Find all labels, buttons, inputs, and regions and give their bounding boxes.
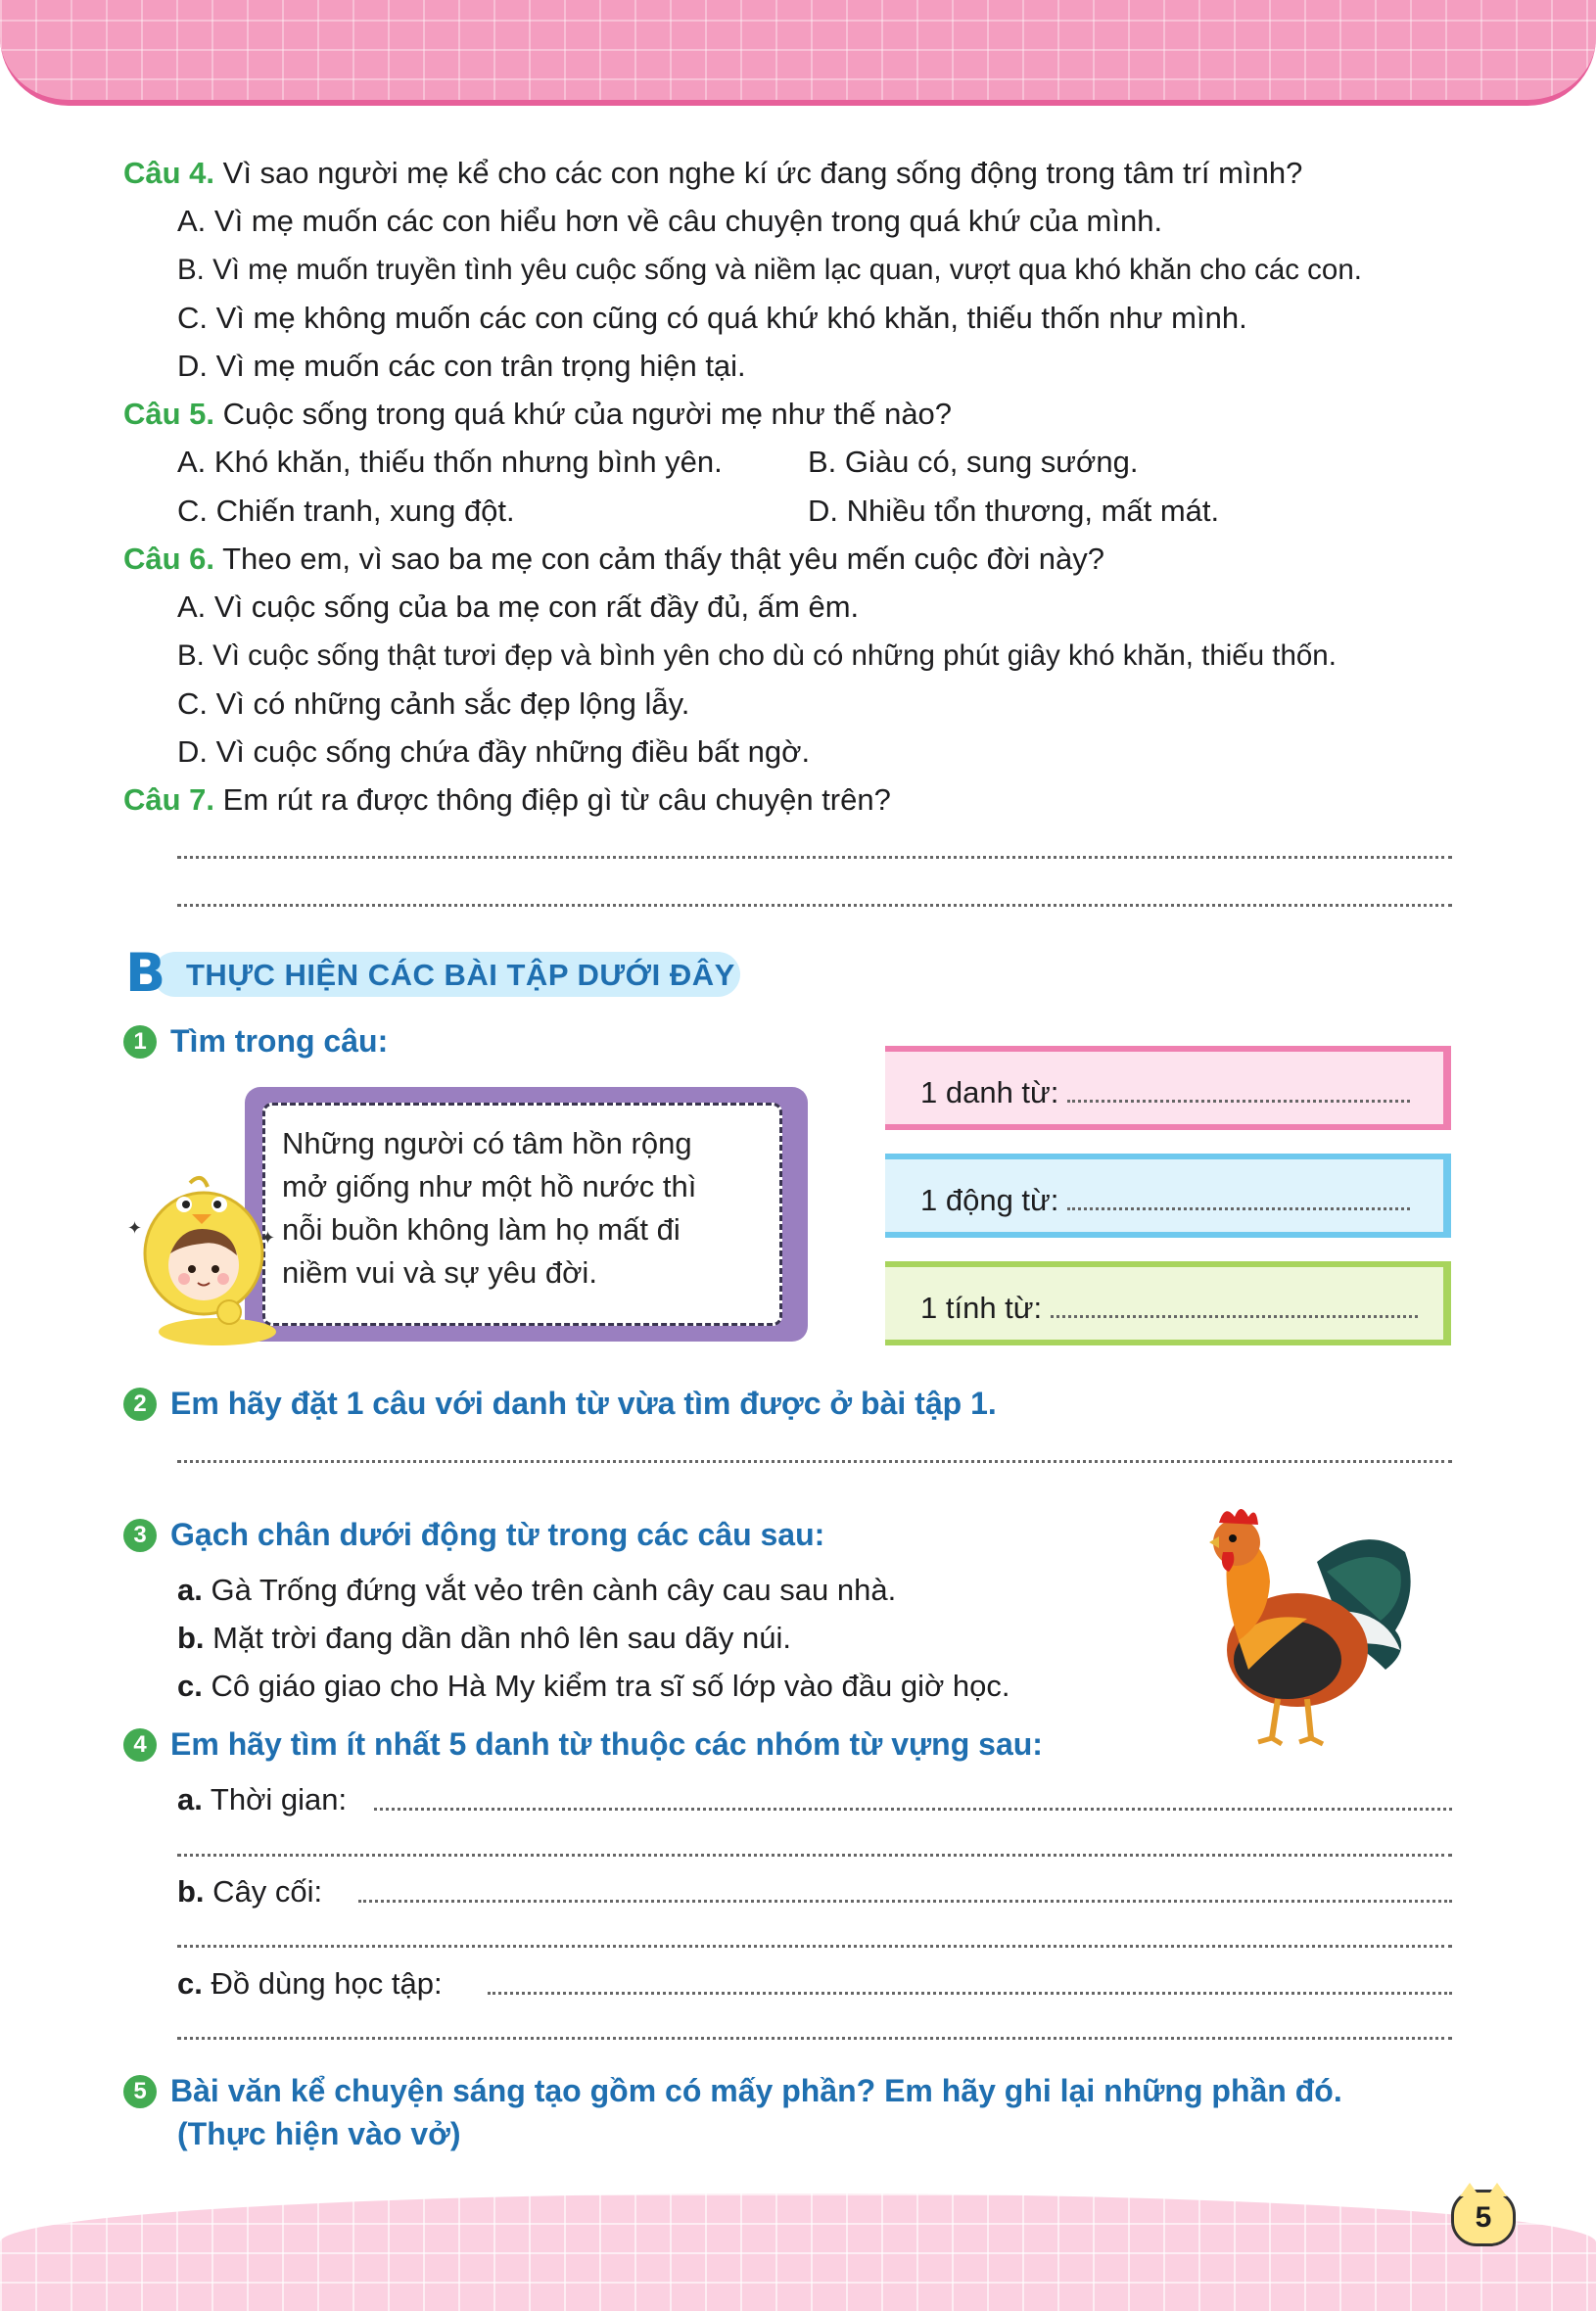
item-text: Cô giáo giao cho Hà My kiểm tra sĩ số lớp vào đầu giờ học. bbox=[202, 1669, 1010, 1703]
question-5-label: Câu 5. bbox=[123, 397, 215, 431]
exercise-2-title: Em hãy đặt 1 câu với danh từ vừa tìm được ở bài tập 1. bbox=[170, 1386, 997, 1421]
exercise-4-title: Em hãy tìm ít nhất 5 danh từ thuộc các nhóm từ vựng sau: bbox=[170, 1726, 1043, 1762]
noun-card-body bbox=[885, 1046, 1451, 1130]
noun-card-label: 1 danh từ: bbox=[920, 1075, 1068, 1109]
item-text: Đồ dùng học tập: bbox=[202, 1966, 443, 2001]
exercise-5-heading bbox=[123, 2070, 1342, 2111]
adjective-card-body bbox=[885, 1261, 1451, 1345]
answer-line[interactable] bbox=[488, 1992, 1452, 1995]
answer-line[interactable] bbox=[177, 2037, 1452, 2040]
item-label: a. bbox=[177, 1782, 203, 1816]
question-5-option-c: C. Chiến tranh, xung đột. bbox=[177, 494, 515, 528]
question-6-option-a: A. Vì cuộc sống của ba mẹ con rất đầy đủ, ấm êm. bbox=[177, 590, 860, 624]
page-number: 5 bbox=[1451, 2190, 1516, 2246]
question-6-option-d: D. Vì cuộc sống chứa đầy những điều bất ngờ. bbox=[177, 734, 811, 769]
chick-costume-kid-illustration bbox=[123, 1175, 280, 1346]
exercise-4-number: 4 bbox=[123, 1728, 157, 1762]
section-b-title: THỰC HIỆN CÁC BÀI TẬP DƯỚI ĐÂY bbox=[186, 958, 735, 992]
question-6 bbox=[123, 540, 1104, 579]
question-6-option-c: C. Vì có những cảnh sắc đẹp lộng lẫy. bbox=[177, 686, 690, 721]
answer-line[interactable] bbox=[358, 1900, 1452, 1903]
exercise-3-number: 3 bbox=[123, 1519, 157, 1552]
exercise-3-item-c bbox=[177, 1667, 1010, 1706]
exercise-4-heading bbox=[123, 1723, 1043, 1765]
question-5-option-d: D. Nhiều tổn thương, mất mát. bbox=[808, 494, 1220, 528]
exercise-1-title: Tìm trong câu: bbox=[170, 1023, 389, 1059]
item-text: Gà Trống đứng vắt vẻo trên cành cây cau sau nhà. bbox=[202, 1573, 897, 1607]
exercise-4-item-b bbox=[177, 1872, 322, 1911]
question-4-label: Câu 4. bbox=[123, 156, 215, 190]
sentence-text: Những người có tâm hồn rộng mở giống như một hồ nước thì nỗi buồn không làm họ mất đi niềm vui và sự yêu đời. bbox=[282, 1126, 697, 1290]
question-7-label: Câu 7. bbox=[123, 782, 215, 817]
question-5-option-a: A. Khó khăn, thiếu thốn nhưng bình yên. bbox=[177, 445, 723, 479]
verb-card-label: 1 động từ: bbox=[920, 1183, 1068, 1217]
adjective-card-text bbox=[920, 1289, 1418, 1328]
exercise-2-heading bbox=[123, 1383, 997, 1424]
item-label: a. bbox=[177, 1573, 203, 1607]
answer-line[interactable] bbox=[177, 904, 1452, 907]
answer-line[interactable] bbox=[177, 856, 1452, 859]
exercise-5-title: Bài văn kể chuyện sáng tạo gồm có mấy phần? Em hãy ghi lại những phần đó. bbox=[170, 2073, 1342, 2108]
header-band bbox=[0, 0, 1596, 106]
answer-line[interactable] bbox=[177, 1854, 1452, 1857]
exercise-1-number: 1 bbox=[123, 1025, 157, 1059]
exercise-3-item-b bbox=[177, 1619, 791, 1658]
verb-fill-line[interactable] bbox=[1067, 1184, 1410, 1210]
question-5-text: Cuộc sống trong quá khứ của người mẹ như thế nào? bbox=[222, 397, 953, 431]
question-6-label: Câu 6. bbox=[123, 542, 215, 576]
answer-line[interactable] bbox=[374, 1808, 1452, 1811]
exercise-3-item-a bbox=[177, 1571, 896, 1610]
rooster-illustration bbox=[1180, 1503, 1420, 1753]
verb-answer-card[interactable] bbox=[881, 1146, 1449, 1232]
question-4-option-b: B. Vì mẹ muốn truyền tình yêu cuộc sống và niềm lạc quan, vượt qua khó khăn cho các con. bbox=[177, 254, 1362, 286]
exercise-4-item-c bbox=[177, 1964, 443, 2004]
question-4 bbox=[123, 154, 1302, 193]
sentence-box bbox=[245, 1087, 808, 1342]
exercise-5-number: 5 bbox=[123, 2075, 157, 2108]
verb-card-body bbox=[885, 1154, 1451, 1238]
adjective-card-label: 1 tính từ: bbox=[920, 1291, 1051, 1325]
question-6-option-b: B. Vì cuộc sống thật tươi đẹp và bình yên cho dù có những phút giây khó khăn, thiếu thốn. bbox=[177, 639, 1337, 672]
footer-band bbox=[0, 2193, 1596, 2311]
noun-answer-card[interactable] bbox=[881, 1038, 1449, 1124]
item-label: c. bbox=[177, 1669, 203, 1703]
exercise-4-item-a bbox=[177, 1780, 347, 1819]
item-label: b. bbox=[177, 1874, 205, 1909]
question-5-option-b: B. Giàu có, sung sướng. bbox=[808, 445, 1139, 479]
exercise-2-number: 2 bbox=[123, 1388, 157, 1421]
adjective-fill-line[interactable] bbox=[1051, 1292, 1418, 1318]
item-label: c. bbox=[177, 1966, 203, 2001]
verb-card-text bbox=[920, 1181, 1410, 1220]
noun-fill-line[interactable] bbox=[1067, 1076, 1410, 1103]
svg-text:✦: ✦ bbox=[260, 1228, 276, 1248]
section-b-letter: B bbox=[125, 942, 166, 1004]
question-7-text: Em rút ra được thông điệp gì từ câu chuyện trên? bbox=[222, 782, 891, 817]
question-6-text: Theo em, vì sao ba mẹ con cảm thấy thật yêu mến cuộc đời này? bbox=[222, 542, 1104, 576]
question-7 bbox=[123, 780, 891, 820]
adjective-answer-card[interactable] bbox=[881, 1253, 1449, 1340]
item-text: Thời gian: bbox=[202, 1782, 348, 1816]
question-4-option-c: C. Vì mẹ không muốn các con cũng có quá khứ khó khăn, thiếu thốn như mình. bbox=[177, 301, 1247, 335]
question-4-text: Vì sao người mẹ kể cho các con nghe kí ức đang sống động trong tâm trí mình? bbox=[222, 156, 1303, 190]
exercise-5-note: (Thực hiện vào vở) bbox=[177, 2116, 461, 2151]
answer-line[interactable] bbox=[177, 1945, 1452, 1948]
noun-card-text bbox=[920, 1073, 1410, 1112]
section-b-header bbox=[125, 942, 742, 1004]
exercise-1-heading bbox=[123, 1020, 388, 1061]
item-text: Cây cối: bbox=[204, 1874, 323, 1909]
question-4-option-d: D. Vì mẹ muốn các con trân trọng hiện tại. bbox=[177, 349, 746, 383]
exercise-3-heading bbox=[123, 1514, 824, 1555]
answer-line[interactable] bbox=[177, 1460, 1452, 1463]
svg-text:✦: ✦ bbox=[127, 1218, 143, 1238]
item-text: Mặt trời đang dần dần nhô lên sau dãy núi. bbox=[204, 1621, 791, 1655]
question-5 bbox=[123, 395, 952, 434]
exercise-3-title: Gạch chân dưới động từ trong các câu sau: bbox=[170, 1517, 825, 1552]
item-label: b. bbox=[177, 1621, 205, 1655]
question-4-option-a: A. Vì mẹ muốn các con hiểu hơn về câu chuyện trong quá khứ của mình. bbox=[177, 204, 1163, 238]
